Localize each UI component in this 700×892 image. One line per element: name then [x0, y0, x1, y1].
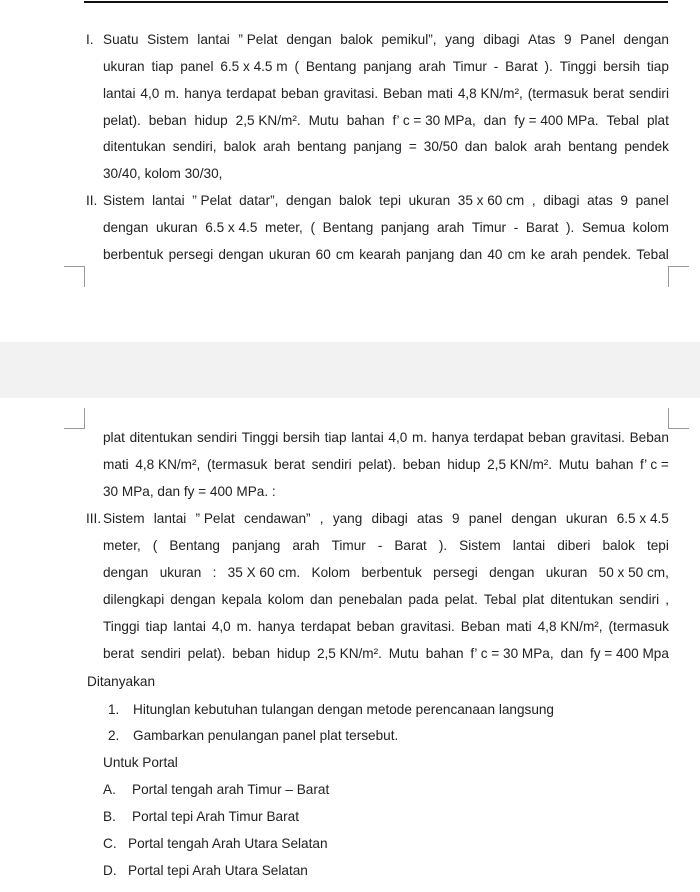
word: atas [417, 511, 443, 526]
word: panjang [353, 139, 402, 154]
portal-item-d-letter: D. [103, 863, 117, 878]
word: 9 [563, 32, 572, 47]
word: ke [530, 247, 546, 262]
word: dengan [623, 32, 669, 47]
word: ” Pelat [195, 511, 235, 526]
word: meter, [265, 220, 303, 235]
document-page-1 [0, 0, 700, 342]
portal-item-c-text: Portal tengah Arah Utara Selatan [128, 836, 328, 851]
word: pendek. [582, 247, 632, 262]
word: berbentuk [361, 565, 422, 580]
word: sendiri [628, 86, 669, 101]
word: dibagi [543, 193, 580, 208]
word: fy = 400 MPa. [514, 113, 599, 128]
word: , [531, 193, 536, 208]
word: ( [310, 220, 315, 235]
word: arah [533, 139, 562, 154]
word: 2,5 KN/m². [316, 646, 382, 661]
word: ). [566, 220, 575, 235]
word: 6.5 x 4.5 [205, 220, 258, 235]
word: datar”, [239, 193, 279, 208]
word: ” Pelat [238, 32, 278, 47]
word: bahan [595, 457, 634, 472]
word: 4,0 [211, 619, 231, 634]
word: panel [468, 511, 503, 526]
word: dibagi [483, 32, 520, 47]
word: ditentukan [103, 139, 166, 154]
word: tepi [379, 193, 401, 208]
word: ” Pelat [192, 193, 232, 208]
word: dengan [170, 592, 216, 607]
word: ditentukan [550, 592, 614, 607]
word: arah [436, 220, 465, 235]
word: berat [593, 86, 625, 101]
word: dengan [489, 565, 535, 580]
word: lantai [197, 32, 230, 47]
word: Sistem [459, 538, 501, 553]
word: Sistem [103, 193, 145, 208]
problem-3-line-2 [103, 536, 669, 556]
word: panjang [363, 59, 412, 74]
document-page-2 [0, 398, 700, 892]
crop-mark-bottom-right [668, 266, 689, 287]
word: (termasuk [608, 619, 669, 634]
word: hidup [194, 113, 228, 128]
word: Kolom [311, 565, 351, 580]
word: persegi [168, 247, 214, 262]
word: 9 [620, 193, 628, 208]
word: ukuran [545, 565, 588, 580]
word: pelat. [444, 592, 478, 607]
word: dengan [286, 32, 332, 47]
word: tiap [646, 59, 669, 74]
word: Atas [528, 32, 556, 47]
word: plat [522, 592, 545, 607]
word: hanya [257, 619, 295, 634]
word: panel [180, 59, 214, 74]
word: bersih [603, 59, 641, 74]
word: hidup [276, 646, 311, 661]
word: - [377, 538, 383, 553]
word: tiap [145, 619, 168, 634]
problem-3-line-3 [103, 563, 669, 583]
portal-item-c-letter: C. [103, 836, 117, 851]
word: 4,8 KN/m², [457, 86, 523, 101]
problem-1-line-4 [103, 111, 669, 131]
word: 2,5 KN/m². [487, 457, 553, 472]
page-gap [0, 342, 700, 398]
word: arah [418, 59, 446, 74]
word: 30/50 [423, 139, 458, 154]
word: gravitasi. [323, 86, 379, 101]
problem-3-line-5 [103, 617, 669, 637]
word: dengan [103, 565, 149, 580]
problem-2-line-1 [103, 191, 669, 211]
portal-item-d-text: Portal tepi Arah Utara Selatan [128, 863, 308, 878]
word: 60 [315, 247, 331, 262]
word: dan [464, 139, 488, 154]
word: Bentang [305, 59, 357, 74]
word: pelat). [103, 113, 141, 128]
word: Tebal [606, 113, 639, 128]
word: Tinggi [103, 619, 140, 634]
word: Barat [394, 538, 427, 553]
word: mati [505, 619, 532, 634]
portal-item-b-text: Portal tepi Arah Timur Barat [132, 809, 299, 824]
problem-1-marker: I. [86, 32, 94, 47]
word: berat [103, 646, 134, 661]
problem-2-marker: II. [86, 193, 98, 208]
word: cendawan” [244, 511, 311, 526]
word: dibagi [371, 511, 408, 526]
problem-1-line-6: 30/40, kolom 30/30, [103, 166, 223, 181]
word: berbentuk [103, 247, 164, 262]
problem-3-marker: III. [86, 511, 102, 526]
word: arah [550, 247, 578, 262]
word: Beban [629, 430, 669, 445]
word: ( [294, 59, 299, 74]
word: (termasuk [206, 457, 268, 472]
word: 50 x 50 cm, [598, 565, 669, 580]
word: ukuran [408, 193, 451, 208]
problem-1-line-3 [103, 84, 669, 104]
word: Barat [505, 59, 538, 74]
word: Timur [452, 59, 487, 74]
word: diberi [557, 538, 591, 553]
word: Beban [383, 86, 423, 101]
word: , [319, 511, 324, 526]
word: hanya [184, 86, 222, 101]
word: arah [292, 538, 320, 553]
word: arah [263, 139, 291, 154]
word: terdapat [226, 86, 277, 101]
word: bahan [346, 113, 385, 128]
word: tiap [324, 430, 347, 445]
word: beban [402, 457, 441, 472]
word: ukuran [103, 59, 145, 74]
word: Semua [581, 220, 626, 235]
word: sendiri [197, 430, 238, 445]
word: Timur [471, 220, 507, 235]
word: 2,5 KN/m². [235, 113, 301, 128]
word: - [513, 220, 519, 235]
word: 4,0 [388, 430, 408, 445]
word: 35 X 60 cm. [227, 565, 301, 580]
problem-1-line-5 [103, 137, 669, 157]
word: penebalan [338, 592, 403, 607]
problem-2-line-3 [103, 245, 669, 265]
word: yang [445, 32, 475, 47]
word: beban [232, 646, 271, 661]
word: m. [411, 430, 428, 445]
word: - [493, 59, 499, 74]
word: panel [635, 193, 669, 208]
word: Tebal [636, 247, 669, 262]
word: balok [340, 32, 373, 47]
word: 6.5 x 4.5 [616, 511, 669, 526]
word: 4,8 KN/m², [537, 619, 603, 634]
problem-2-line-5 [103, 455, 669, 475]
word: cm [335, 247, 355, 262]
word: pendek [624, 139, 669, 154]
word: Mutu [388, 646, 419, 661]
problem-2-line-4 [103, 428, 669, 448]
word: sendiri [140, 646, 181, 661]
word: Barat [525, 220, 559, 235]
word: Bentang [169, 538, 220, 553]
word: : [212, 565, 217, 580]
word: fy = 400 Mpa [589, 646, 669, 661]
word: beban [528, 430, 566, 445]
word: gravitasi. [400, 619, 455, 634]
word: f’ c = 30 MPa, [470, 646, 554, 661]
word: 4,8 KN/m², [135, 457, 201, 472]
word: sendiri [619, 592, 660, 607]
word: Tinggi [559, 59, 597, 74]
word: kolom [632, 220, 669, 235]
problem-1-line-2 [103, 57, 669, 77]
word: 40 [487, 247, 503, 262]
word: dan [483, 113, 507, 128]
problem-1-line-1 [103, 30, 669, 50]
word: 6.5 x 4.5 m [220, 59, 288, 74]
word: beban [148, 113, 187, 128]
problem-2-line-6: 30 MPa, dan fy = 400 MPa. : [103, 484, 276, 499]
crop-mark-top-left [64, 408, 85, 429]
word: ukuran [268, 247, 311, 262]
word: dan [560, 646, 584, 661]
word: balok [223, 139, 257, 154]
problem-3-line-4 [103, 590, 669, 610]
portal-item-b-letter: B. [103, 809, 116, 824]
problem-3-line-6 [103, 644, 669, 664]
word: bersih [282, 430, 320, 445]
word: ukuran [159, 565, 202, 580]
word: balok [494, 139, 527, 154]
word: 4,0 [140, 86, 160, 101]
crop-mark-top-right [668, 408, 689, 429]
word: beban [280, 86, 319, 101]
question-item-2-text: Gambarkan penulangan panel plat tersebut. [133, 728, 399, 743]
word: 9 [451, 511, 460, 526]
question-item-1-text: Hitunglan kebutuhan tulangan dengan metode perencanaan langsung [133, 702, 554, 717]
word: m. [236, 619, 252, 634]
word: beban [356, 619, 395, 634]
word: yang [332, 511, 363, 526]
word: panjang [405, 247, 455, 262]
word: kepala [221, 592, 262, 607]
word: pemikul”, [381, 32, 437, 47]
word: ). [544, 59, 553, 74]
word: Sistem [147, 32, 189, 47]
word: hanya [431, 430, 469, 445]
word: = [408, 139, 417, 154]
portal-item-a-text: Portal tengah arah Timur – Barat [132, 782, 330, 797]
word: lantai [351, 430, 384, 445]
word: (termasuk [527, 86, 589, 101]
word: hidup [447, 457, 481, 472]
word: pelat). [187, 646, 226, 661]
word: kearah [359, 247, 401, 262]
word: mati [103, 457, 129, 472]
word: balok [338, 193, 372, 208]
question-item-2-number: 2. [108, 728, 120, 743]
word: dengan [218, 247, 264, 262]
word: kolom [267, 592, 305, 607]
word: 35 x 60 cm [457, 193, 525, 208]
word: lantai [152, 193, 185, 208]
word: pada [408, 592, 439, 607]
word: Panel [580, 32, 615, 47]
word: Timur [331, 538, 366, 553]
crop-mark-bottom-left [64, 266, 85, 287]
word: ditentukan [129, 430, 193, 445]
word: dan [310, 592, 333, 607]
portal-heading: Untuk Portal [103, 755, 178, 770]
word: Beban [460, 619, 501, 634]
word: Mutu [558, 457, 589, 472]
word: lantai [173, 619, 206, 634]
word: Tinggi [241, 430, 279, 445]
word: f’ c = 30 MPa, [392, 113, 476, 128]
word: cm [507, 247, 526, 262]
problem-2-line-2 [103, 218, 669, 238]
word: terdapat [300, 619, 351, 634]
word: dilengkapi [103, 592, 165, 607]
word: lantai [153, 511, 187, 526]
word: lantai [103, 86, 136, 101]
word: dengan [103, 220, 149, 235]
word: gravitasi. [570, 430, 625, 445]
word: Bentang [322, 220, 374, 235]
word: sendiri, [172, 139, 217, 154]
word: ukuran [156, 220, 198, 235]
word: dengan [286, 193, 332, 208]
word: pelat). [358, 457, 397, 472]
word: berat [274, 457, 305, 472]
word: panjang [380, 220, 430, 235]
word: , [665, 592, 669, 607]
word: bentang [297, 139, 347, 154]
word: tiap [151, 59, 174, 74]
questions-heading: Ditanyakan [87, 674, 156, 689]
word: panjang [231, 538, 281, 553]
word: lantai [512, 538, 546, 553]
word: tepi [646, 538, 669, 553]
word: sendiri [311, 457, 352, 472]
word: plat [103, 430, 125, 445]
page-top-rule [84, 1, 668, 3]
word: m. [164, 86, 180, 101]
word: Mutu [308, 113, 339, 128]
word: atas [587, 193, 613, 208]
word: dan [459, 247, 483, 262]
question-item-1-number: 1. [108, 702, 120, 717]
word: Suatu [103, 32, 139, 47]
word: plat [646, 113, 669, 128]
word: bahan [425, 646, 464, 661]
word: Tebal [483, 592, 517, 607]
word: f’ c = [640, 457, 669, 472]
word: bentang [568, 139, 618, 154]
word: dengan [511, 511, 557, 526]
word: ). [438, 538, 448, 553]
word: terdapat [473, 430, 524, 445]
word: balok [602, 538, 635, 553]
problem-3-line-1 [103, 509, 669, 529]
word: ukuran [565, 511, 608, 526]
word: meter, [103, 538, 141, 553]
portal-item-a-letter: A. [103, 782, 116, 797]
word: mati [427, 86, 453, 101]
word: ( [152, 538, 158, 553]
word: Sistem [103, 511, 145, 526]
word: persegi [433, 565, 478, 580]
